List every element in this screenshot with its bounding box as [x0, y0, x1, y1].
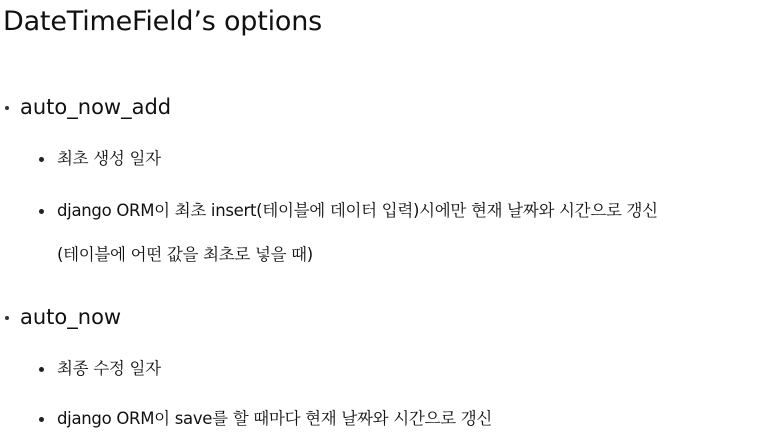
- bullet-dot-icon: [5, 316, 9, 320]
- list-item: django ORM이 save를 할 때마다 현재 날짜와 시간으로 갱신: [57, 409, 493, 428]
- list-item: 최종 수정 일자: [57, 359, 161, 378]
- bullet-dot-icon: [39, 417, 44, 422]
- bullet-dot-icon: [5, 106, 9, 110]
- list-item: 최초 생성 일자: [57, 149, 161, 168]
- section-heading: auto_now_add: [20, 95, 172, 119]
- bullet-dot-icon: [39, 367, 44, 372]
- bullet-dot-icon: [39, 157, 44, 162]
- section-heading: auto_now: [20, 305, 122, 329]
- bullet-dot-icon: [39, 209, 44, 214]
- slide-title: DateTimeField’s options: [3, 6, 323, 37]
- list-item: django ORM이 최초 insert(테이블에 데이터 입력)시에만 현재 날짜와 시간으로 갱신: [57, 201, 658, 220]
- list-item-continuation: (테이블에 어떤 값을 최초로 넣을 때): [57, 245, 313, 264]
